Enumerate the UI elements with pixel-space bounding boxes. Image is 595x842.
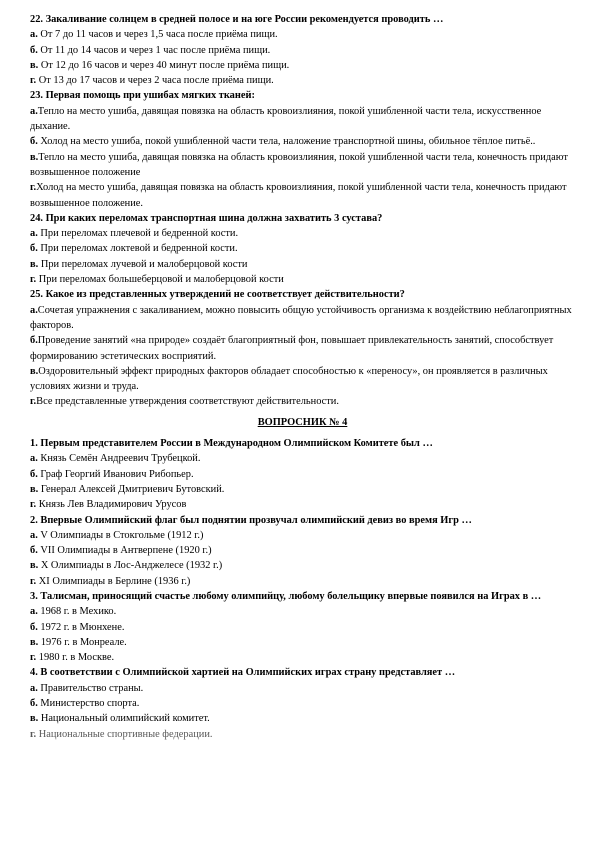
answer-2-v xyxy=(30,558,575,573)
answer-text: От 11 до 14 часов и через 1 час после приёма пищи. xyxy=(37,44,271,56)
answer-text: 1976 г. в Монреале. xyxy=(38,636,127,648)
answer-text: X Олимпиады в Лос-Анджелесе (1932 г.) xyxy=(38,560,223,572)
answer-text: От 7 до 11 часов и через 1,5 часа после приёма пищи. xyxy=(37,29,278,41)
answer-24-b xyxy=(30,241,575,256)
answer-letter: в. xyxy=(30,59,39,71)
answer-letter: б. xyxy=(30,243,38,255)
answer-letter: а. xyxy=(30,682,38,694)
answer-22-g xyxy=(30,73,575,88)
answer-text: Все представленные утверждения соответствуют действительности. xyxy=(36,396,339,408)
answer-23-a xyxy=(30,104,575,135)
answer-4-v xyxy=(30,711,575,726)
answer-letter: а. xyxy=(30,304,38,316)
answer-text: Сочетая упражнения с закаливанием, можно повысить общую устойчивость организма к воздействию неблагоприятных факторов. xyxy=(30,304,572,331)
answer-text: Тепло на место ушиба, давящая повязка на область кровоизлияния, покой ушибленной части тела, конечность придают возвышенное положение xyxy=(30,151,568,178)
answer-text: 1968 г. в Мехико. xyxy=(37,606,117,618)
answer-letter: г. xyxy=(30,575,37,587)
answer-1-g xyxy=(30,497,575,512)
answer-23-g xyxy=(30,180,575,211)
answer-letter: г. xyxy=(30,75,37,87)
answer-text: Правительство страны. xyxy=(37,682,144,694)
answer-22-b xyxy=(30,43,575,58)
answer-text: XI Олимпиады в Берлине (1936 г.) xyxy=(36,575,191,587)
answer-24-a xyxy=(30,226,575,241)
answer-3-a xyxy=(30,604,575,619)
answer-23-b xyxy=(30,134,575,149)
answer-text: При переломах лучевой и малоберцовой кости xyxy=(38,258,248,270)
answer-24-v xyxy=(30,257,575,272)
answer-text: 1980 г. в Москве. xyxy=(36,652,115,664)
section-heading: ВОПРОСНИК № 4 xyxy=(257,416,348,428)
answer-text: Министерство спорта. xyxy=(37,698,140,710)
answer-letter: г. xyxy=(30,274,37,286)
answer-25-g xyxy=(30,394,575,409)
answer-4-b xyxy=(30,696,575,711)
answer-letter: б. xyxy=(30,335,38,347)
answer-letter: б. xyxy=(30,621,38,633)
answer-1-b xyxy=(30,467,575,482)
answer-text: Проведение занятий «на природе» создаёт благоприятный фон, повышает привлекательность занятий, способствует формированию эстетических восприятий. xyxy=(30,335,554,362)
answer-2-g xyxy=(30,574,575,589)
answer-24-g xyxy=(30,272,575,287)
answer-25-b xyxy=(30,333,575,364)
answer-letter: в. xyxy=(30,483,39,495)
answer-text: Холод на место ушиба, давящая повязка на область кровоизлияния, покой ушибленной части тела, конечность придают возвышенное положение. xyxy=(30,182,567,209)
answer-text: V Олимпиады в Стокгольме (1912 г.) xyxy=(37,529,204,541)
question-23: 23. Первая помощь при ушибах мягких тканей: xyxy=(30,90,255,102)
answer-letter: в. xyxy=(30,636,39,648)
answer-letter: а. xyxy=(30,529,38,541)
answer-4-a xyxy=(30,681,575,696)
answer-letter: г. xyxy=(30,499,37,511)
answer-2-a xyxy=(30,528,575,543)
answer-letter: г. xyxy=(30,652,37,664)
answer-letter: б. xyxy=(30,468,38,480)
answer-text: От 12 до 16 часов и через 40 минут после приёма пищи. xyxy=(38,59,290,71)
answer-letter: г. xyxy=(30,396,37,408)
answer-text: Генерал Алексей Дмитриевич Бутовский. xyxy=(38,483,225,495)
answer-text: Князь Семён Андреевич Трубецкой. xyxy=(37,453,201,465)
answer-text: При переломах локтевой и бедренной кости. xyxy=(37,243,238,255)
answer-22-a xyxy=(30,27,575,42)
answer-25-v xyxy=(30,364,575,395)
answer-letter: а. xyxy=(30,105,38,117)
question-25: 25. Какое из представленных утверждений не соответствует действительности? xyxy=(30,289,405,301)
answer-letter: в. xyxy=(30,713,39,725)
answer-letter: а. xyxy=(30,606,38,618)
answer-letter: б. xyxy=(30,698,38,710)
answer-text: Национальные спортивные федерации. xyxy=(36,728,213,740)
answer-letter: г. xyxy=(30,182,37,194)
answer-letter: г. xyxy=(30,728,37,740)
answer-letter: в. xyxy=(30,560,39,572)
answer-1-a xyxy=(30,451,575,466)
answer-letter: в. xyxy=(30,151,39,163)
answer-text: При переломах большеберцовой и малоберцовой кости xyxy=(36,274,284,286)
answer-text: Князь Лев Владимирович Урусов xyxy=(36,499,187,511)
answer-25-a xyxy=(30,303,575,334)
answer-23-v xyxy=(30,150,575,181)
answer-3-v xyxy=(30,635,575,650)
answer-3-b xyxy=(30,620,575,635)
answer-text: Национальный олимпийский комитет. xyxy=(38,713,210,725)
question-1: 1. Первым представителем России в Международном Олимпийском Комитете был … xyxy=(30,438,433,450)
answer-3-g xyxy=(30,650,575,665)
answer-letter: б. xyxy=(30,545,38,557)
answer-letter: в. xyxy=(30,258,39,270)
question-3: 3. Талисман, приносящий счастье любому олимпийцу, любому болельщику впервые появился на Играх в … xyxy=(30,590,542,602)
answer-text: Тепло на место ушиба, давящая повязка на область кровоизлияния, покой ушибленной части тела, искусственное дыхание. xyxy=(30,105,542,133)
answer-text: При переломах плечевой и бедренной кости. xyxy=(37,228,239,240)
answer-22-v xyxy=(30,58,575,73)
answer-text: Холод на место ушиба, покой ушибленной части тела, наложение транспортной шины, обильное тёплое питьё.. xyxy=(37,136,536,148)
answer-text: Оздоровительный эффект природных факторов обладает способностью к «переносу», он проявляется в различных условиях жизни и труда. xyxy=(30,365,548,393)
answer-letter: б. xyxy=(30,44,38,56)
answer-text: От 13 до 17 часов и через 2 часа после приёма пищи. xyxy=(36,75,274,87)
answer-text: VII Олимпиады в Антверпене (1920 г.) xyxy=(37,545,212,557)
answer-letter: б. xyxy=(30,136,38,148)
answer-4-g xyxy=(30,727,575,742)
answer-letter: а. xyxy=(30,453,38,465)
document-content xyxy=(30,12,575,742)
answer-letter: в. xyxy=(30,365,39,377)
answer-1-v xyxy=(30,482,575,497)
question-24: 24. При каких переломах транспортная шина должна захватить 3 сустава? xyxy=(30,212,383,224)
answer-letter: а. xyxy=(30,228,38,240)
answer-text: 1972 г. в Мюнхене. xyxy=(37,621,125,633)
question-4: 4. В соответствии с Олимпийской хартией на Олимпийских играх страну представляет … xyxy=(30,667,456,679)
question-22: 22. Закаливание солнцем в средней полосе и на юге России рекомендуется проводить … xyxy=(30,14,444,25)
answer-2-b xyxy=(30,543,575,558)
answer-text: Граф Георгий Иванович Рибопьер. xyxy=(37,468,194,480)
question-2: 2. Впервые Олимпийский флаг был поднятии прозвучал олимпийский девиз во время Игр … xyxy=(30,514,472,526)
answer-letter: а. xyxy=(30,29,38,41)
